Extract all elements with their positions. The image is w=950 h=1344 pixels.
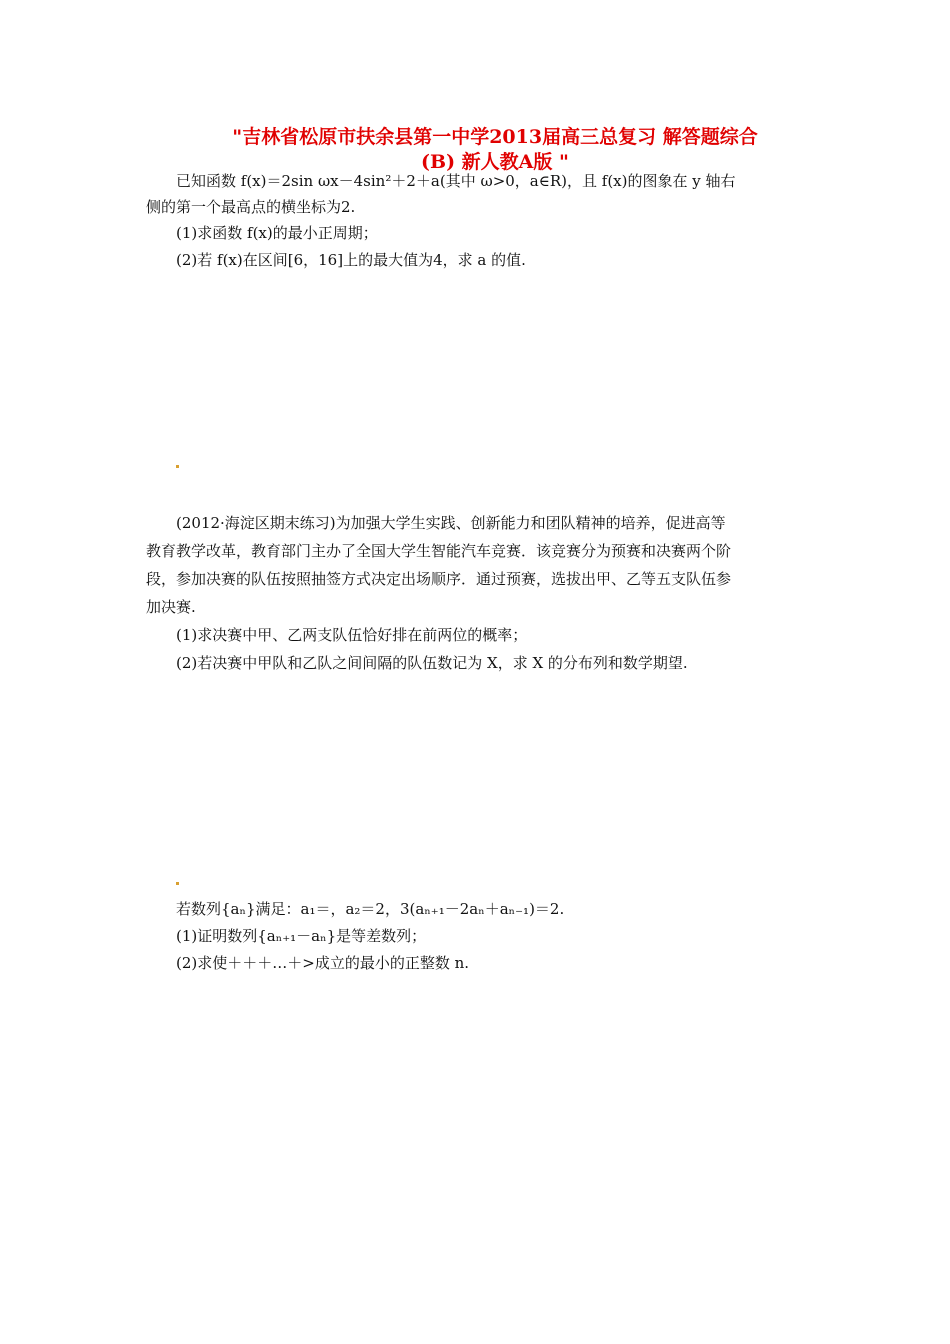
problem2-question1: (1)求决赛中甲、乙两支队伍恰好排在前两位的概率；	[176, 626, 528, 644]
marker-dot	[176, 882, 179, 885]
problem1-statement-line2: 侧的第一个最高点的横坐标为2.	[146, 198, 356, 216]
marker-dot	[176, 465, 179, 468]
problem3-statement: 若数列{aₙ}满足：a₁＝，a₂＝2，3(aₙ₊₁－2aₙ＋aₙ₋₁)＝2.	[176, 900, 565, 918]
problem2-statement-line3: 段，参加决赛的队伍按照抽签方式决定出场顺序．通过预赛，选拔出甲、乙等五支队伍参	[146, 570, 732, 588]
document-title-line2: (B) 新人教A版 "	[421, 151, 569, 173]
problem2-statement-line2: 教育教学改革，教育部门主办了全国大学生智能汽车竞赛．该竞赛分为预赛和决赛两个阶	[146, 542, 732, 560]
problem1-question1: (1)求函数 f(x)的最小正周期；	[176, 224, 378, 242]
problem1-statement-line1: 已知函数 f(x)＝2sin ωx－4sin²＋2＋a(其中 ω>0，a∈R)，且 f(x)的图象在 y 轴右	[176, 172, 736, 190]
problem1-question2: (2)若 f(x)在区间[6，16]上的最大值为4，求 a 的值.	[176, 251, 526, 269]
problem2-question2: (2)若决赛中甲队和乙队之间间隔的队伍数记为 X，求 X 的分布列和数学期望.	[176, 654, 688, 672]
problem2-statement-line1: (2012·海淀区期末练习)为加强大学生实践、创新能力和团队精神的培养，促进高等	[176, 514, 726, 532]
document-title-line1: "吉林省松原市扶余县第一中学2013届高三总复习 解答题综合	[232, 126, 758, 148]
problem3-question1: (1)证明数列{aₙ₊₁－aₙ}是等差数列；	[176, 927, 427, 945]
problem3-question2: (2)求使＋＋＋…＋>成立的最小的正整数 n.	[176, 954, 470, 972]
problem2-statement-line4: 加决赛.	[146, 598, 196, 616]
